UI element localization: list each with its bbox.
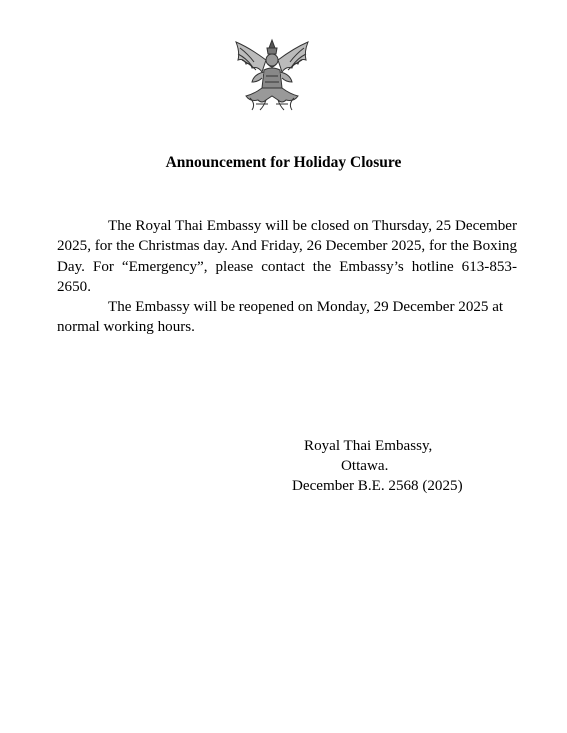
signature-city: Ottawa. xyxy=(341,458,389,474)
page-title: Announcement for Holiday Closure xyxy=(165,154,402,171)
paragraph-closure: The Royal Thai Embassy will be closed on Thursday, 25 December 2025, for the Christmas day. And Friday, 26 December 2025, for the Boxing Day. For “Emergency”, please contact the Embassy’s hotline 613-853-2650. xyxy=(57,218,517,295)
paragraph-reopening: The Embassy will be reopened on Monday, 29 December 2025 at normal working hours. xyxy=(57,299,504,336)
signature-organization: Royal Thai Embassy, xyxy=(304,438,433,454)
announcement-body xyxy=(57,216,517,338)
garuda-emblem-icon xyxy=(232,38,312,112)
signature-date: December B.E. 2568 (2025) xyxy=(292,478,463,494)
